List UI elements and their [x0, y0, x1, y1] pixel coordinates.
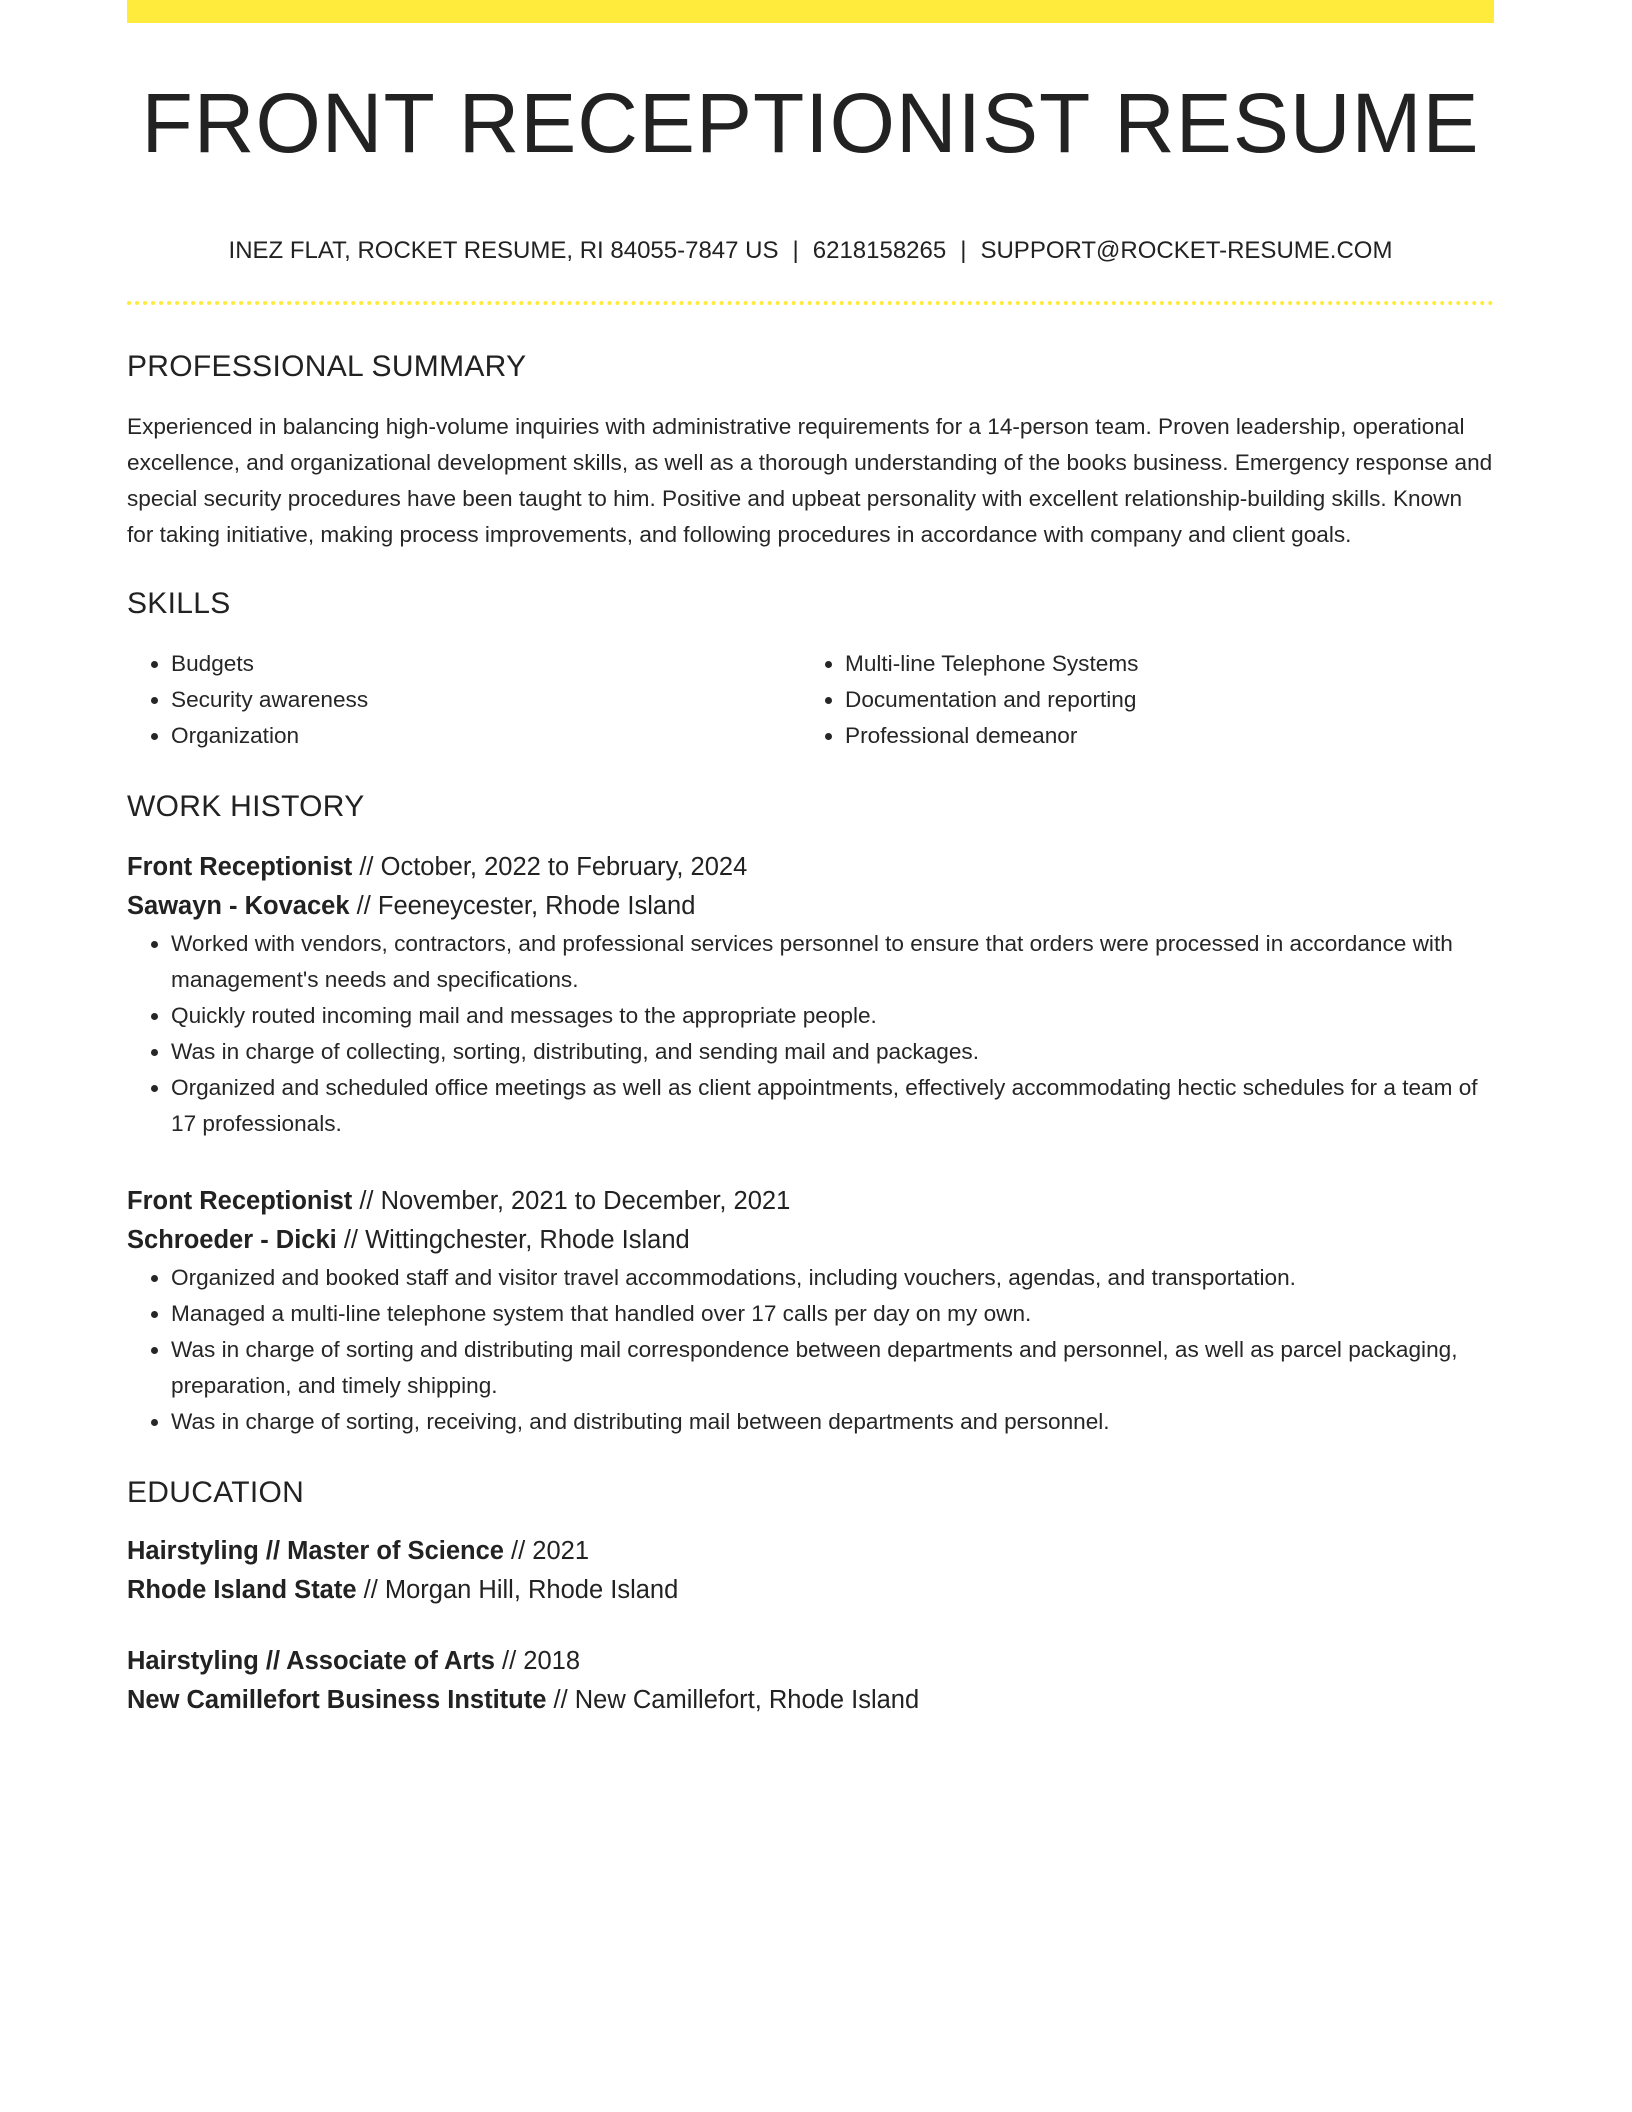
- resume-title: FRONT RECEPTIONIST RESUME: [141, 76, 1480, 170]
- education-heading: EDUCATION: [127, 1476, 305, 1509]
- education-entry: [127, 1532, 1494, 1610]
- job-duty: • Quickly routed incoming mail and messages to the appropriate people.: [171, 998, 1494, 1034]
- skill-item: • Documentation and reporting: [845, 682, 1475, 718]
- dotted-divider: [127, 301, 1494, 305]
- contact-phone: 6218158265: [812, 237, 947, 264]
- skill-item: • Budgets: [171, 646, 801, 682]
- skills-heading: SKILLS: [127, 587, 231, 620]
- resume-page: [127, 0, 1494, 1720]
- contact-line: [127, 239, 1494, 263]
- skills-list-right: [801, 646, 1475, 754]
- job-duties-list: [127, 926, 1494, 1142]
- education-year: // 2021: [503, 1537, 590, 1565]
- contact-address: INEZ FLAT, ROCKET RESUME, RI 84055-7847 US: [228, 237, 779, 264]
- job-duty: • Was in charge of sorting, receiving, and distributing mail between departments and personnel.: [171, 1404, 1494, 1440]
- education-degree-line: [127, 1642, 1494, 1681]
- job-duty: • Worked with vendors, contractors, and professional services personnel to ensure that orders were processed in accordance with management's needs and specifications.: [171, 926, 1494, 998]
- job-duties-list: [127, 1260, 1494, 1440]
- job-entry: [127, 1182, 1494, 1440]
- job-company-line: [127, 887, 1494, 926]
- contact-separator: |: [792, 237, 799, 264]
- education-location: // Morgan Hill, Rhode Island: [356, 1576, 679, 1604]
- skill-item: • Multi-line Telephone Systems: [845, 646, 1475, 682]
- skills-grid: [127, 646, 1494, 754]
- education-degree: Hairstyling // Master of Science: [127, 1537, 504, 1565]
- education-degree: Hairstyling // Associate of Arts: [127, 1647, 495, 1675]
- skill-item: • Professional demeanor: [845, 718, 1475, 754]
- education-degree-line: [127, 1532, 1494, 1571]
- job-title: Front Receptionist: [127, 1187, 353, 1215]
- job-title-line: [127, 1182, 1494, 1221]
- job-duty: • Was in charge of sorting and distributing mail correspondence between departments and personnel, as well as parcel packaging, preparation, and timely shipping.: [171, 1332, 1494, 1404]
- job-company: Sawayn - Kovacek: [127, 892, 350, 920]
- contact-email: SUPPORT@ROCKET-RESUME.COM: [980, 237, 1393, 264]
- skills-list-left: [127, 646, 801, 754]
- job-company: Schroeder - Dicki: [127, 1226, 337, 1254]
- education-school-line: [127, 1681, 1494, 1720]
- job-entry: [127, 848, 1494, 1142]
- job-duty: • Managed a multi-line telephone system that handled over 17 calls per day on my own.: [171, 1296, 1494, 1332]
- job-duty: • Was in charge of collecting, sorting, distributing, and sending mail and packages.: [171, 1034, 1494, 1070]
- contact-separator: |: [960, 237, 967, 264]
- top-accent-bar: [127, 0, 1494, 23]
- education-location: // New Camillefort, Rhode Island: [546, 1686, 920, 1714]
- education-school: Rhode Island State: [127, 1576, 357, 1604]
- work-history-heading: WORK HISTORY: [127, 790, 365, 823]
- job-duty: • Organized and scheduled office meetings as well as client appointments, effectively accommodating hectic schedules for a team of 17 professionals.: [171, 1070, 1494, 1142]
- job-duty: • Organized and booked staff and visitor travel accommodations, including vouchers, agendas, and transportation.: [171, 1260, 1494, 1296]
- summary-text: Experienced in balancing high-volume inquiries with administrative requirements for a 14-person team. Proven leadership, operational excellence, and organizational development skills, as well as a thorough understanding of the books business. Emergency response and special security procedures have been taught to him. Positive and upbeat personality with excellent relationship-building skills. Known for taking initiative, making process improvements, and following procedures in accordance with company and client goals.: [127, 414, 1493, 547]
- skill-item: • Security awareness: [171, 682, 801, 718]
- job-title: Front Receptionist: [127, 853, 353, 881]
- skill-item: • Organization: [171, 718, 801, 754]
- education-school-line: [127, 1571, 1494, 1610]
- education-entry: [127, 1642, 1494, 1720]
- education-year: // 2018: [494, 1647, 581, 1675]
- summary-heading: PROFESSIONAL SUMMARY: [127, 350, 527, 383]
- job-location: // Wittingchester, Rhode Island: [336, 1226, 690, 1254]
- education-school: New Camillefort Business Institute: [127, 1686, 547, 1714]
- job-company-line: [127, 1221, 1494, 1260]
- job-title-line: [127, 848, 1494, 887]
- job-location: // Feeneycester, Rhode Island: [349, 892, 696, 920]
- job-dates: // October, 2022 to February, 2024: [352, 853, 748, 881]
- job-dates: // November, 2021 to December, 2021: [352, 1187, 791, 1215]
